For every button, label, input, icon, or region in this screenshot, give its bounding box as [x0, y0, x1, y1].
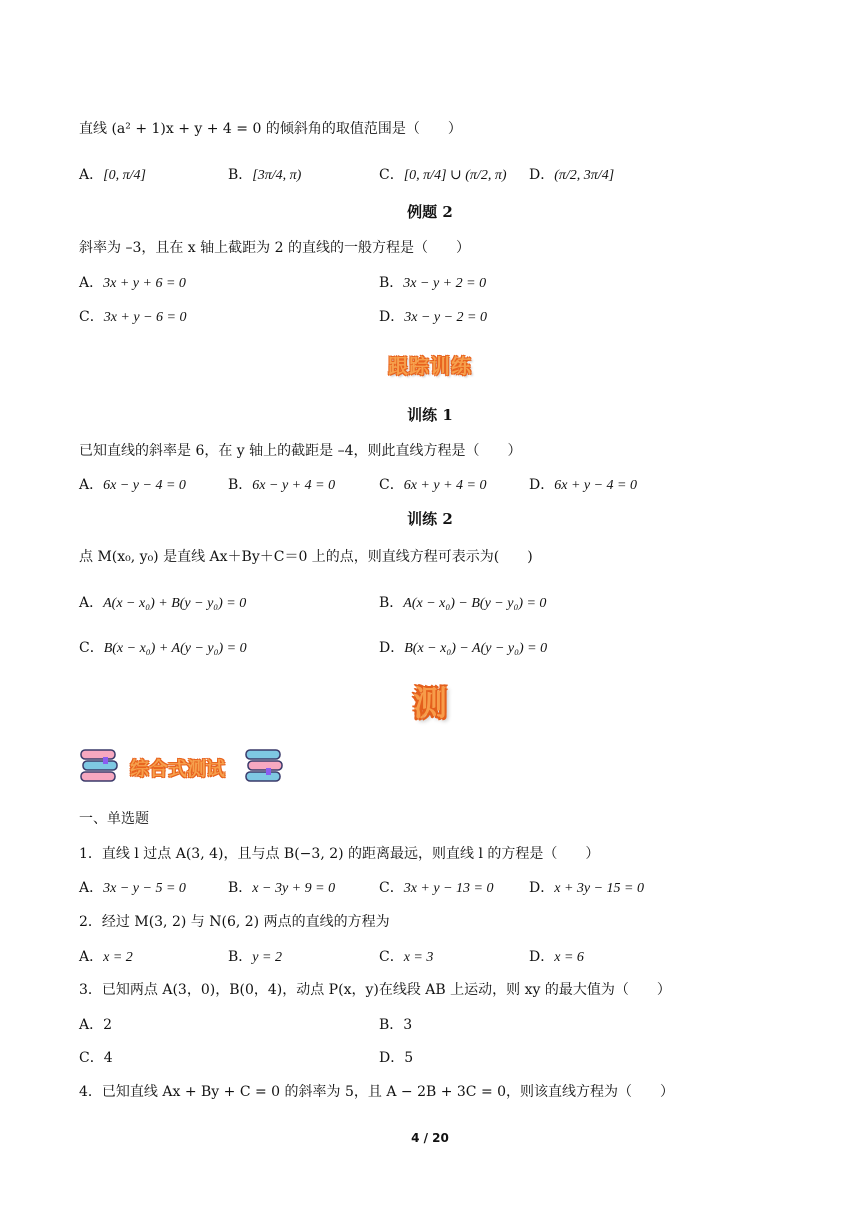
option-b: B．6x − y + 4 = 0 [228, 477, 336, 493]
question-stem: 4．已知直线 Ax + By + C = 0 的斜率为 5，且 A − 2B + 3C = 0，则该直线方程为（ ） [79, 1084, 675, 1100]
question-stem: 点 M(x₀, y₀) 是直线 Ax＋By＋C＝0 上的点，则直线方程可表示为( ) [79, 549, 533, 565]
option-a: A．A(x − x₀) + B(y − y₀) = 0 [79, 595, 247, 611]
question-stem: 3．已知两点 A(3，0)，B(0，4)，动点 P(x，y)在线段 AB 上运动，则 xy 的最大值为（ ） [79, 982, 671, 998]
option-d: D．3x − y − 2 = 0 [379, 309, 488, 325]
page-number: 4 / 20 [411, 1131, 449, 1145]
option-a: A．x = 2 [79, 949, 133, 965]
comprehensive-test-banner: 综合式测试 [130, 758, 226, 780]
option-b: B．y = 2 [228, 949, 282, 965]
option-c: C．6x + y + 4 = 0 [379, 477, 487, 493]
training-title: 训练 1 [407, 406, 453, 424]
option-c: C．[0, π/4] ∪ (π/2, π) [379, 167, 507, 183]
option-d: D．(π/2, 3π/4] [529, 167, 615, 183]
option-b: B．x − 3y + 9 = 0 [228, 880, 336, 896]
question-stem: 斜率为 –3，且在 x 轴上截距为 2 的直线的一般方程是（ ） [79, 240, 470, 256]
option-b: B．[3π/4, π) [228, 167, 302, 183]
option-b: B．3x − y + 2 = 0 [379, 275, 487, 291]
books-icon [244, 746, 284, 786]
section-heading: 一、单选题 [79, 811, 149, 827]
option-d: D．x + 3y − 15 = 0 [529, 880, 645, 896]
question-stem: 1．直线 l 过点 A(3, 4)，且与点 B(−3, 2) 的距离最远，则直线 l 的方程是（ ） [79, 846, 600, 862]
option-a: A．3x + y + 6 = 0 [79, 275, 186, 291]
question-stem: 已知直线的斜率是 6，在 y 轴上的截距是 –4，则此直线方程是（ ） [79, 443, 522, 459]
option-d: D．x = 6 [529, 949, 584, 965]
option-d: D．B(x − x₀) − A(y − y₀) = 0 [379, 640, 548, 656]
books-icon [79, 746, 119, 786]
option-c: C．3x + y − 6 = 0 [79, 309, 187, 325]
option-b: B．A(x − x₀) − B(y − y₀) = 0 [379, 595, 547, 611]
question-stem: 直线 (a² + 1)x + y + 4 = 0 的倾斜角的取值范围是（ ） [79, 121, 462, 137]
test-banner: 测 [413, 684, 447, 724]
option-a: A．[0, π/4] [79, 167, 146, 183]
option-a: A．3x − y − 5 = 0 [79, 880, 186, 896]
example-title: 例题 2 [407, 203, 453, 221]
option-b: B．3 [379, 1017, 413, 1033]
option-d: D．5 [379, 1050, 414, 1066]
option-a: A．2 [79, 1017, 113, 1033]
option-c: C．4 [79, 1050, 113, 1066]
option-c: C．x = 3 [379, 949, 434, 965]
option-c: C．3x + y − 13 = 0 [379, 880, 494, 896]
option-c: C．B(x − x₀) + A(y − y₀) = 0 [79, 640, 247, 656]
tracking-training-banner: 跟踪训练 [388, 354, 472, 378]
question-stem: 2．经过 M(3, 2) 与 N(6, 2) 两点的直线的方程为 [79, 914, 390, 930]
option-a: A．6x − y − 4 = 0 [79, 477, 186, 493]
training-title: 训练 2 [407, 510, 453, 528]
option-d: D．6x + y − 4 = 0 [529, 477, 638, 493]
